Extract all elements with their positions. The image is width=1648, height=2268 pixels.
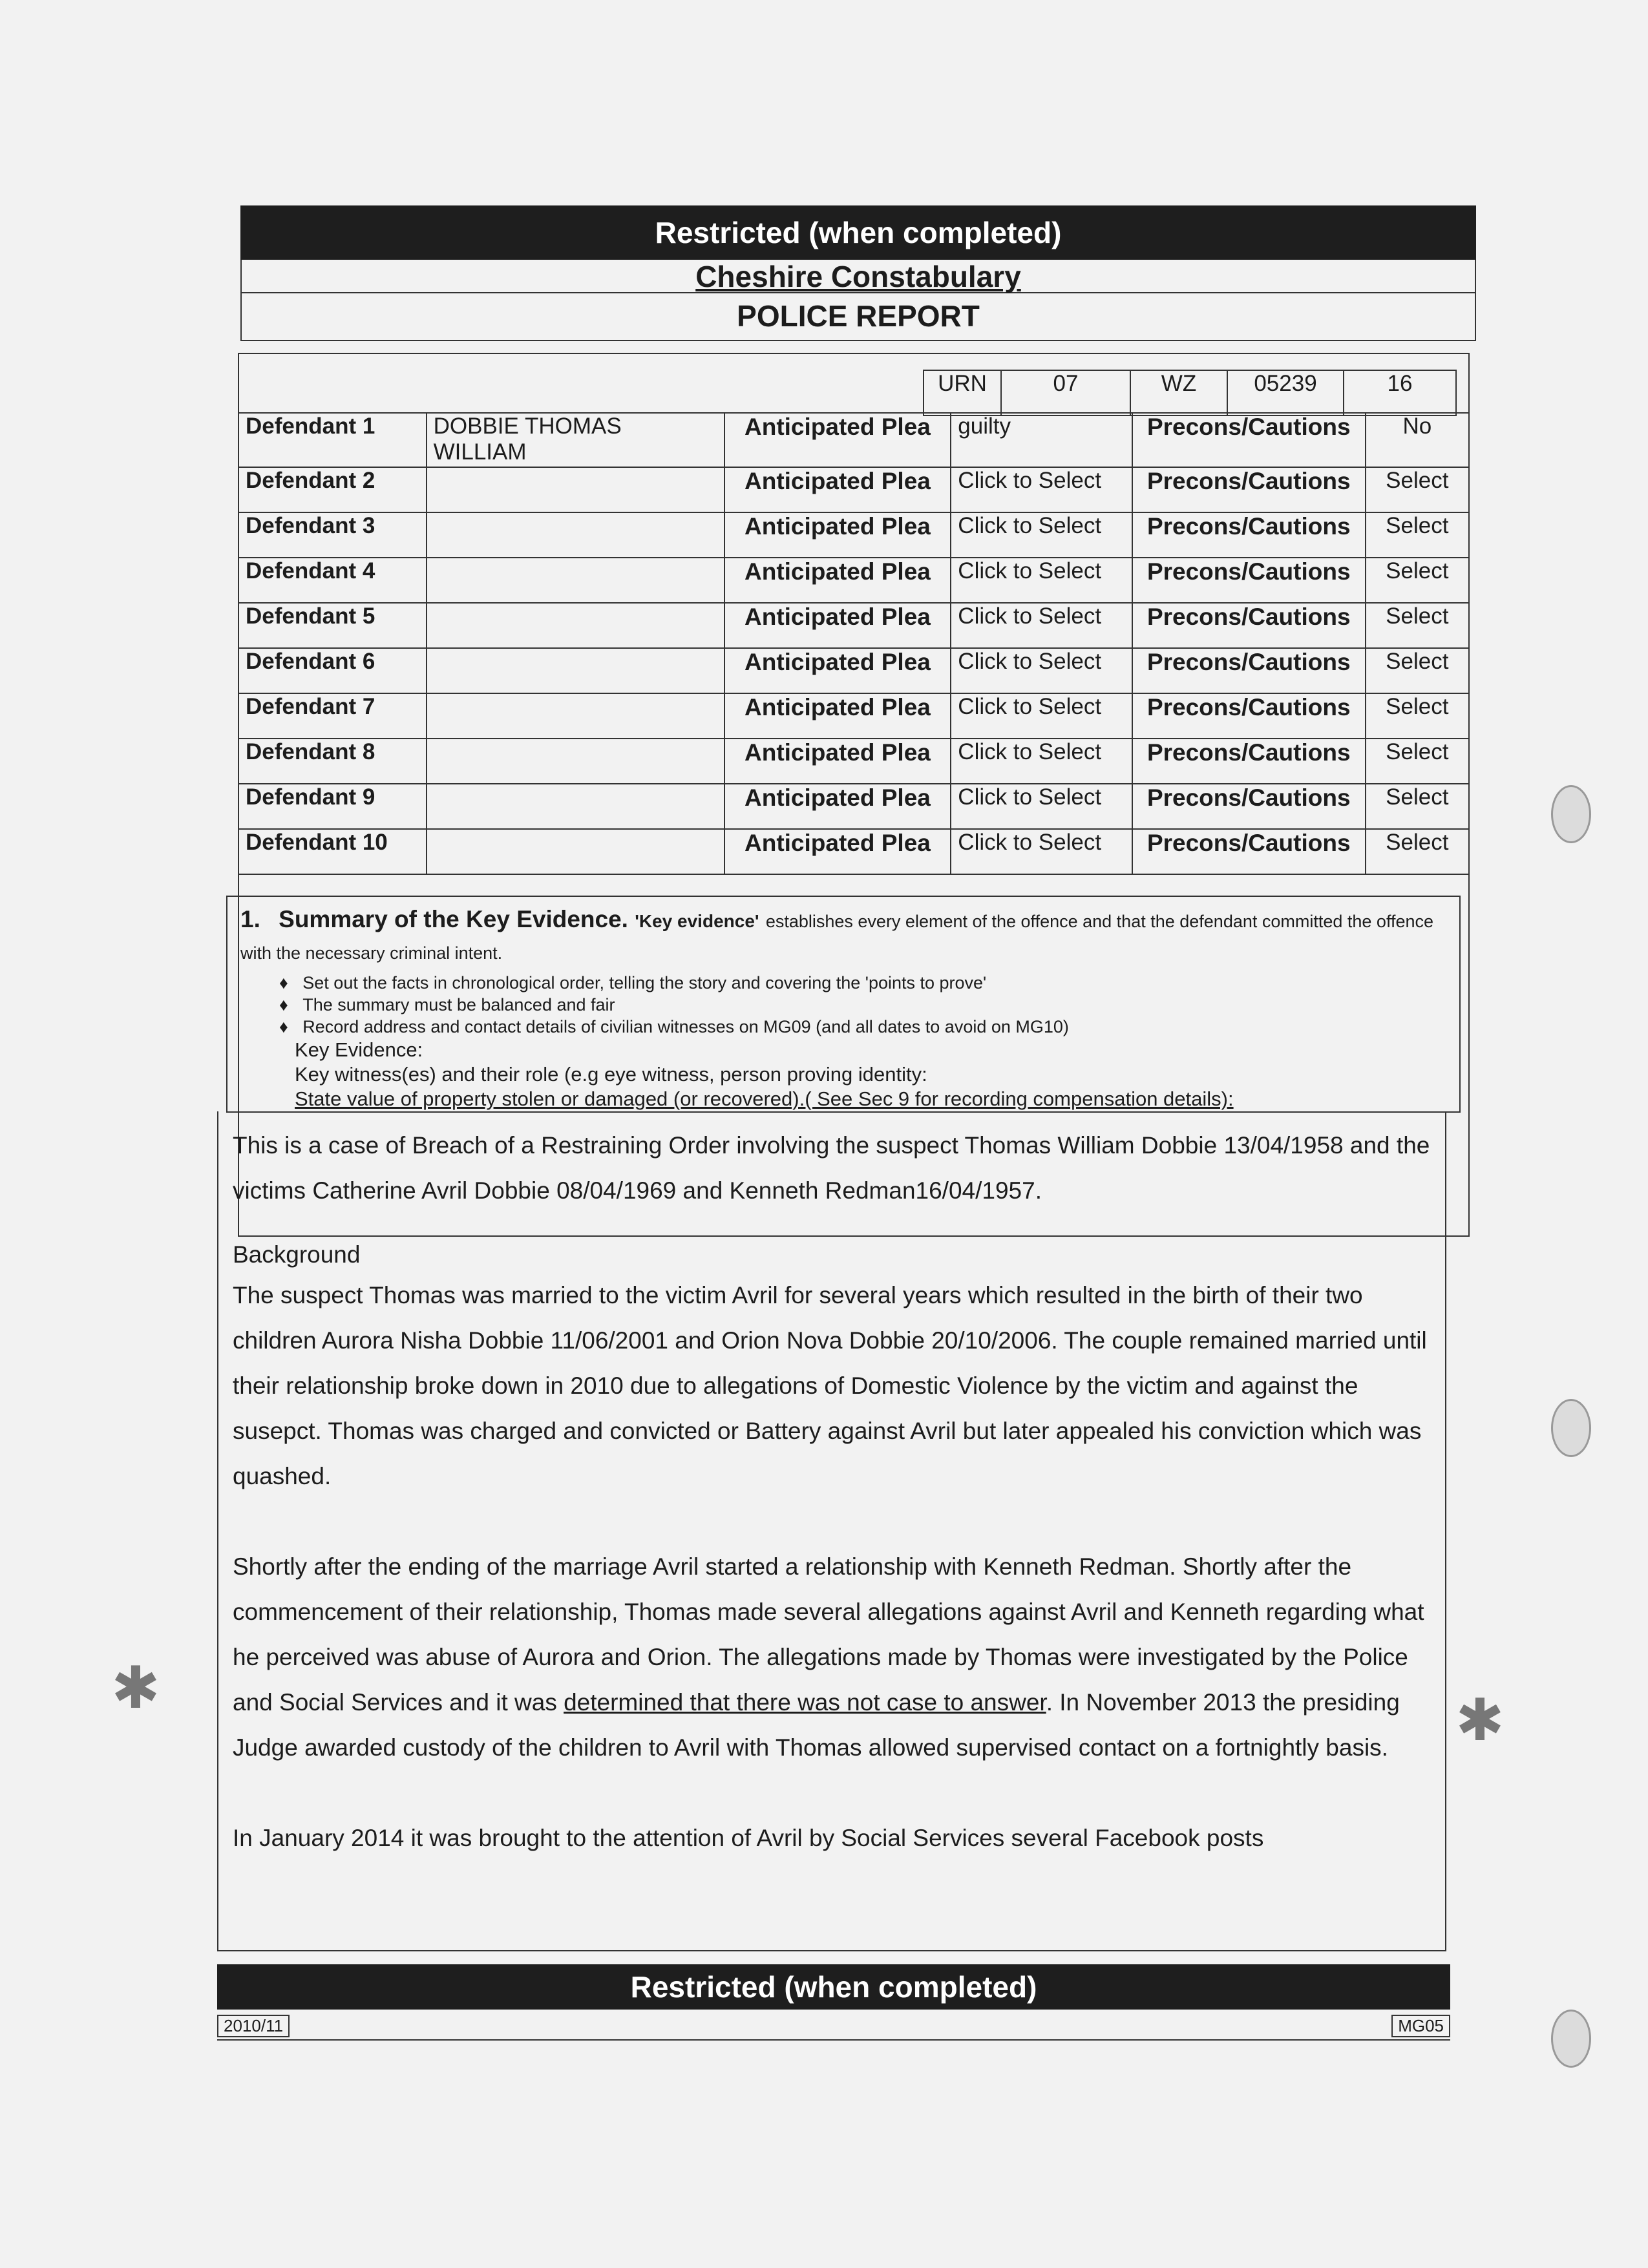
anticipated-plea-label: Anticipated Plea [724, 512, 951, 558]
punch-hole-1 [1551, 785, 1591, 843]
summary-instructions [226, 896, 1461, 1113]
anticipated-plea-select[interactable]: Click to Select [951, 558, 1132, 603]
defendant-label: Defendant 1 [238, 413, 427, 467]
precons-cautions-select[interactable]: Select [1366, 603, 1469, 648]
defendant-label: Defendant 7 [238, 693, 427, 739]
summary-intro-rest: establishes every element of the offence and that the defendant committed the offence with the necessary criminal intent. [240, 912, 1434, 963]
bullet-3-text: Record address and contact details of civilian witnesses on MG09 (and all dates to avoid on MG10) [302, 1017, 1069, 1036]
defendant-name [427, 558, 724, 603]
precons-cautions-select[interactable]: Select [1366, 512, 1469, 558]
anticipated-plea-select[interactable]: Click to Select [951, 512, 1132, 558]
narrative-allegations [233, 1544, 1431, 1770]
background-heading: Background [233, 1241, 361, 1268]
defendant-row [238, 603, 1469, 648]
defendant-row [238, 413, 1469, 467]
bullet-1: ♦ Set out the facts in chronological order, telling the story and covering the 'points to prove' [279, 973, 987, 992]
defendant-name [427, 829, 724, 874]
anticipated-plea-select[interactable]: Click to Select [951, 693, 1132, 739]
urn-label: URN [924, 370, 1001, 415]
narrative-january: In January 2014 it was brought to the attention of Avril by Social Services several Facebook posts [233, 1825, 1264, 1851]
urn-part-1: 07 [1001, 370, 1130, 415]
restricted-banner-top: Restricted (when completed) [240, 205, 1476, 260]
urn-part-4: 16 [1344, 370, 1456, 415]
anticipated-plea-label: Anticipated Plea [724, 693, 951, 739]
punch-hole-3 [1551, 2010, 1591, 2068]
anticipated-plea-label: Anticipated Plea [724, 829, 951, 874]
defendant-name [427, 603, 724, 648]
defendant-row [238, 558, 1469, 603]
anticipated-plea-select[interactable]: guilty [951, 413, 1132, 467]
allegations-text-a: Shortly after the ending of the marriage Avril started a relationship with Kenneth Redman. Shortly after the commencement of their relationship, Thomas made several allegations against Avril and Kenneth regarding what he perceived was abuse of Aurora and Orion. The allegations made by Thomas were investigated by the Police and Social Services and it was [233, 1553, 1424, 1716]
bullet-3: ♦ Record address and contact details of civilian witnesses on MG09 (and all dates to avoid on MG10) [279, 1017, 1069, 1036]
precons-cautions-label: Precons/Cautions [1132, 512, 1366, 558]
urn-part-3: 05239 [1227, 370, 1344, 415]
defendant-row [238, 829, 1469, 874]
defendant-label: Defendant 4 [238, 558, 427, 603]
defendant-label: Defendant 2 [238, 467, 427, 512]
anticipated-plea-select[interactable]: Click to Select [951, 739, 1132, 784]
bullet-2: ♦ The summary must be balanced and fair [279, 995, 615, 1014]
defendant-row [238, 693, 1469, 739]
summary-heading: Summary of the Key Evidence. [279, 906, 628, 932]
precons-cautions-select[interactable]: No [1366, 413, 1469, 467]
defendant-name [427, 467, 724, 512]
precons-cautions-label: Precons/Cautions [1132, 413, 1366, 467]
report-title: POLICE REPORT [240, 293, 1476, 341]
anticipated-plea-label: Anticipated Plea [724, 648, 951, 693]
precons-cautions-label: Precons/Cautions [1132, 784, 1366, 829]
anticipated-plea-select[interactable]: Click to Select [951, 829, 1132, 874]
anticipated-plea-select[interactable]: Click to Select [951, 467, 1132, 512]
bullet-1-text: Set out the facts in chronological order, telling the story and covering the 'points to prove' [302, 973, 987, 992]
urn-part-2: WZ [1130, 370, 1227, 415]
allegations-text-b: . In November 2013 the presiding Judge awarded custody of the children to Avril with Thomas allowed supervised contact on a fortnightly basis. [233, 1689, 1400, 1761]
precons-cautions-select[interactable]: Select [1366, 558, 1469, 603]
anticipated-plea-label: Anticipated Plea [724, 558, 951, 603]
precons-cautions-label: Precons/Cautions [1132, 648, 1366, 693]
asterisk-annotation-left: ✱ [111, 1656, 160, 1721]
narrative-background: The suspect Thomas was married to the victim Avril for several years which resulted in the birth of their two children Aurora Nisha Dobbie 11/06/2001 and Orion Nova Dobbie 20/10/2006. The couple remained married until their relationship broke down in 2010 due to allegations of Domestic Violence by the victim and against the susepct. Thomas was charged and convicted or Battery against Avril but later appealed his conviction which was quashed. [233, 1282, 1427, 1489]
narrative-intro: This is a case of Breach of a Restraining Order involving the suspect Thomas William Dobbie 13/04/1958 and the victims Catherine Avril Dobbie 08/04/1969 and Kenneth Redman16/04/1957. [233, 1132, 1430, 1204]
anticipated-plea-label: Anticipated Plea [724, 413, 951, 467]
summary-heading-line [240, 905, 1446, 968]
summary-prompts [240, 1038, 1446, 1111]
precons-cautions-select[interactable]: Select [1366, 467, 1469, 512]
anticipated-plea-label: Anticipated Plea [724, 739, 951, 784]
defendant-name [427, 739, 724, 784]
defendant-name: DOBBIE THOMAS WILLIAM [427, 413, 724, 467]
precons-cautions-select[interactable]: Select [1366, 829, 1469, 874]
anticipated-plea-label: Anticipated Plea [724, 467, 951, 512]
restricted-banner-bottom: Restricted (when completed) [217, 1964, 1450, 2010]
defendant-name [427, 693, 724, 739]
precons-cautions-label: Precons/Cautions [1132, 558, 1366, 603]
precons-cautions-label: Precons/Cautions [1132, 739, 1366, 784]
summary-number: 1. [240, 906, 260, 932]
defendant-label: Defendant 5 [238, 603, 427, 648]
defendant-row [238, 648, 1469, 693]
defendant-row [238, 467, 1469, 512]
precons-cautions-select[interactable]: Select [1366, 648, 1469, 693]
precons-cautions-select[interactable]: Select [1366, 739, 1469, 784]
defendant-name [427, 784, 724, 829]
defendant-label: Defendant 3 [238, 512, 427, 558]
witnesses-label: Key witness(es) and their role (e.g eye witness, person proving identity: [295, 1063, 927, 1086]
precons-cautions-label: Precons/Cautions [1132, 693, 1366, 739]
precons-cautions-select[interactable]: Select [1366, 784, 1469, 829]
anticipated-plea-select[interactable]: Click to Select [951, 784, 1132, 829]
precons-cautions-select[interactable]: Select [1366, 693, 1469, 739]
summary-intro-quoted: 'Key evidence' [635, 911, 759, 931]
anticipated-plea-select[interactable]: Click to Select [951, 648, 1132, 693]
defendant-row [238, 739, 1469, 784]
anticipated-plea-label: Anticipated Plea [724, 784, 951, 829]
defendants-table [238, 412, 1470, 875]
key-evidence-label: Key Evidence: [295, 1038, 423, 1061]
asterisk-annotation-right: ✱ [1455, 1688, 1505, 1753]
defendant-row [238, 512, 1469, 558]
defendant-row [238, 784, 1469, 829]
precons-cautions-label: Precons/Cautions [1132, 467, 1366, 512]
footer-line [217, 2010, 1450, 2041]
anticipated-plea-label: Anticipated Plea [724, 603, 951, 648]
property-label: State value of property stolen or damaged (or recovered).( See Sec 9 for recording compensation details): [295, 1087, 1234, 1110]
summary-bullets [240, 972, 1446, 1038]
allegations-underlined: determined that there was not case to answer [564, 1689, 1046, 1716]
form-version: 2010/11 [217, 2015, 290, 2037]
defendant-label: Defendant 9 [238, 784, 427, 829]
precons-cautions-label: Precons/Cautions [1132, 829, 1366, 874]
constabulary-title [240, 260, 1476, 293]
defendant-label: Defendant 10 [238, 829, 427, 874]
narrative-box [217, 1111, 1446, 1951]
form-code: MG05 [1391, 2015, 1450, 2037]
punch-hole-2 [1551, 1399, 1591, 1457]
defendant-label: Defendant 8 [238, 739, 427, 784]
bullet-2-text: The summary must be balanced and fair [302, 995, 615, 1014]
constabulary-name: Cheshire Constabulary [695, 260, 1021, 293]
anticipated-plea-select[interactable]: Click to Select [951, 603, 1132, 648]
defendant-label: Defendant 6 [238, 648, 427, 693]
defendant-name [427, 512, 724, 558]
defendant-name [427, 648, 724, 693]
precons-cautions-label: Precons/Cautions [1132, 603, 1366, 648]
